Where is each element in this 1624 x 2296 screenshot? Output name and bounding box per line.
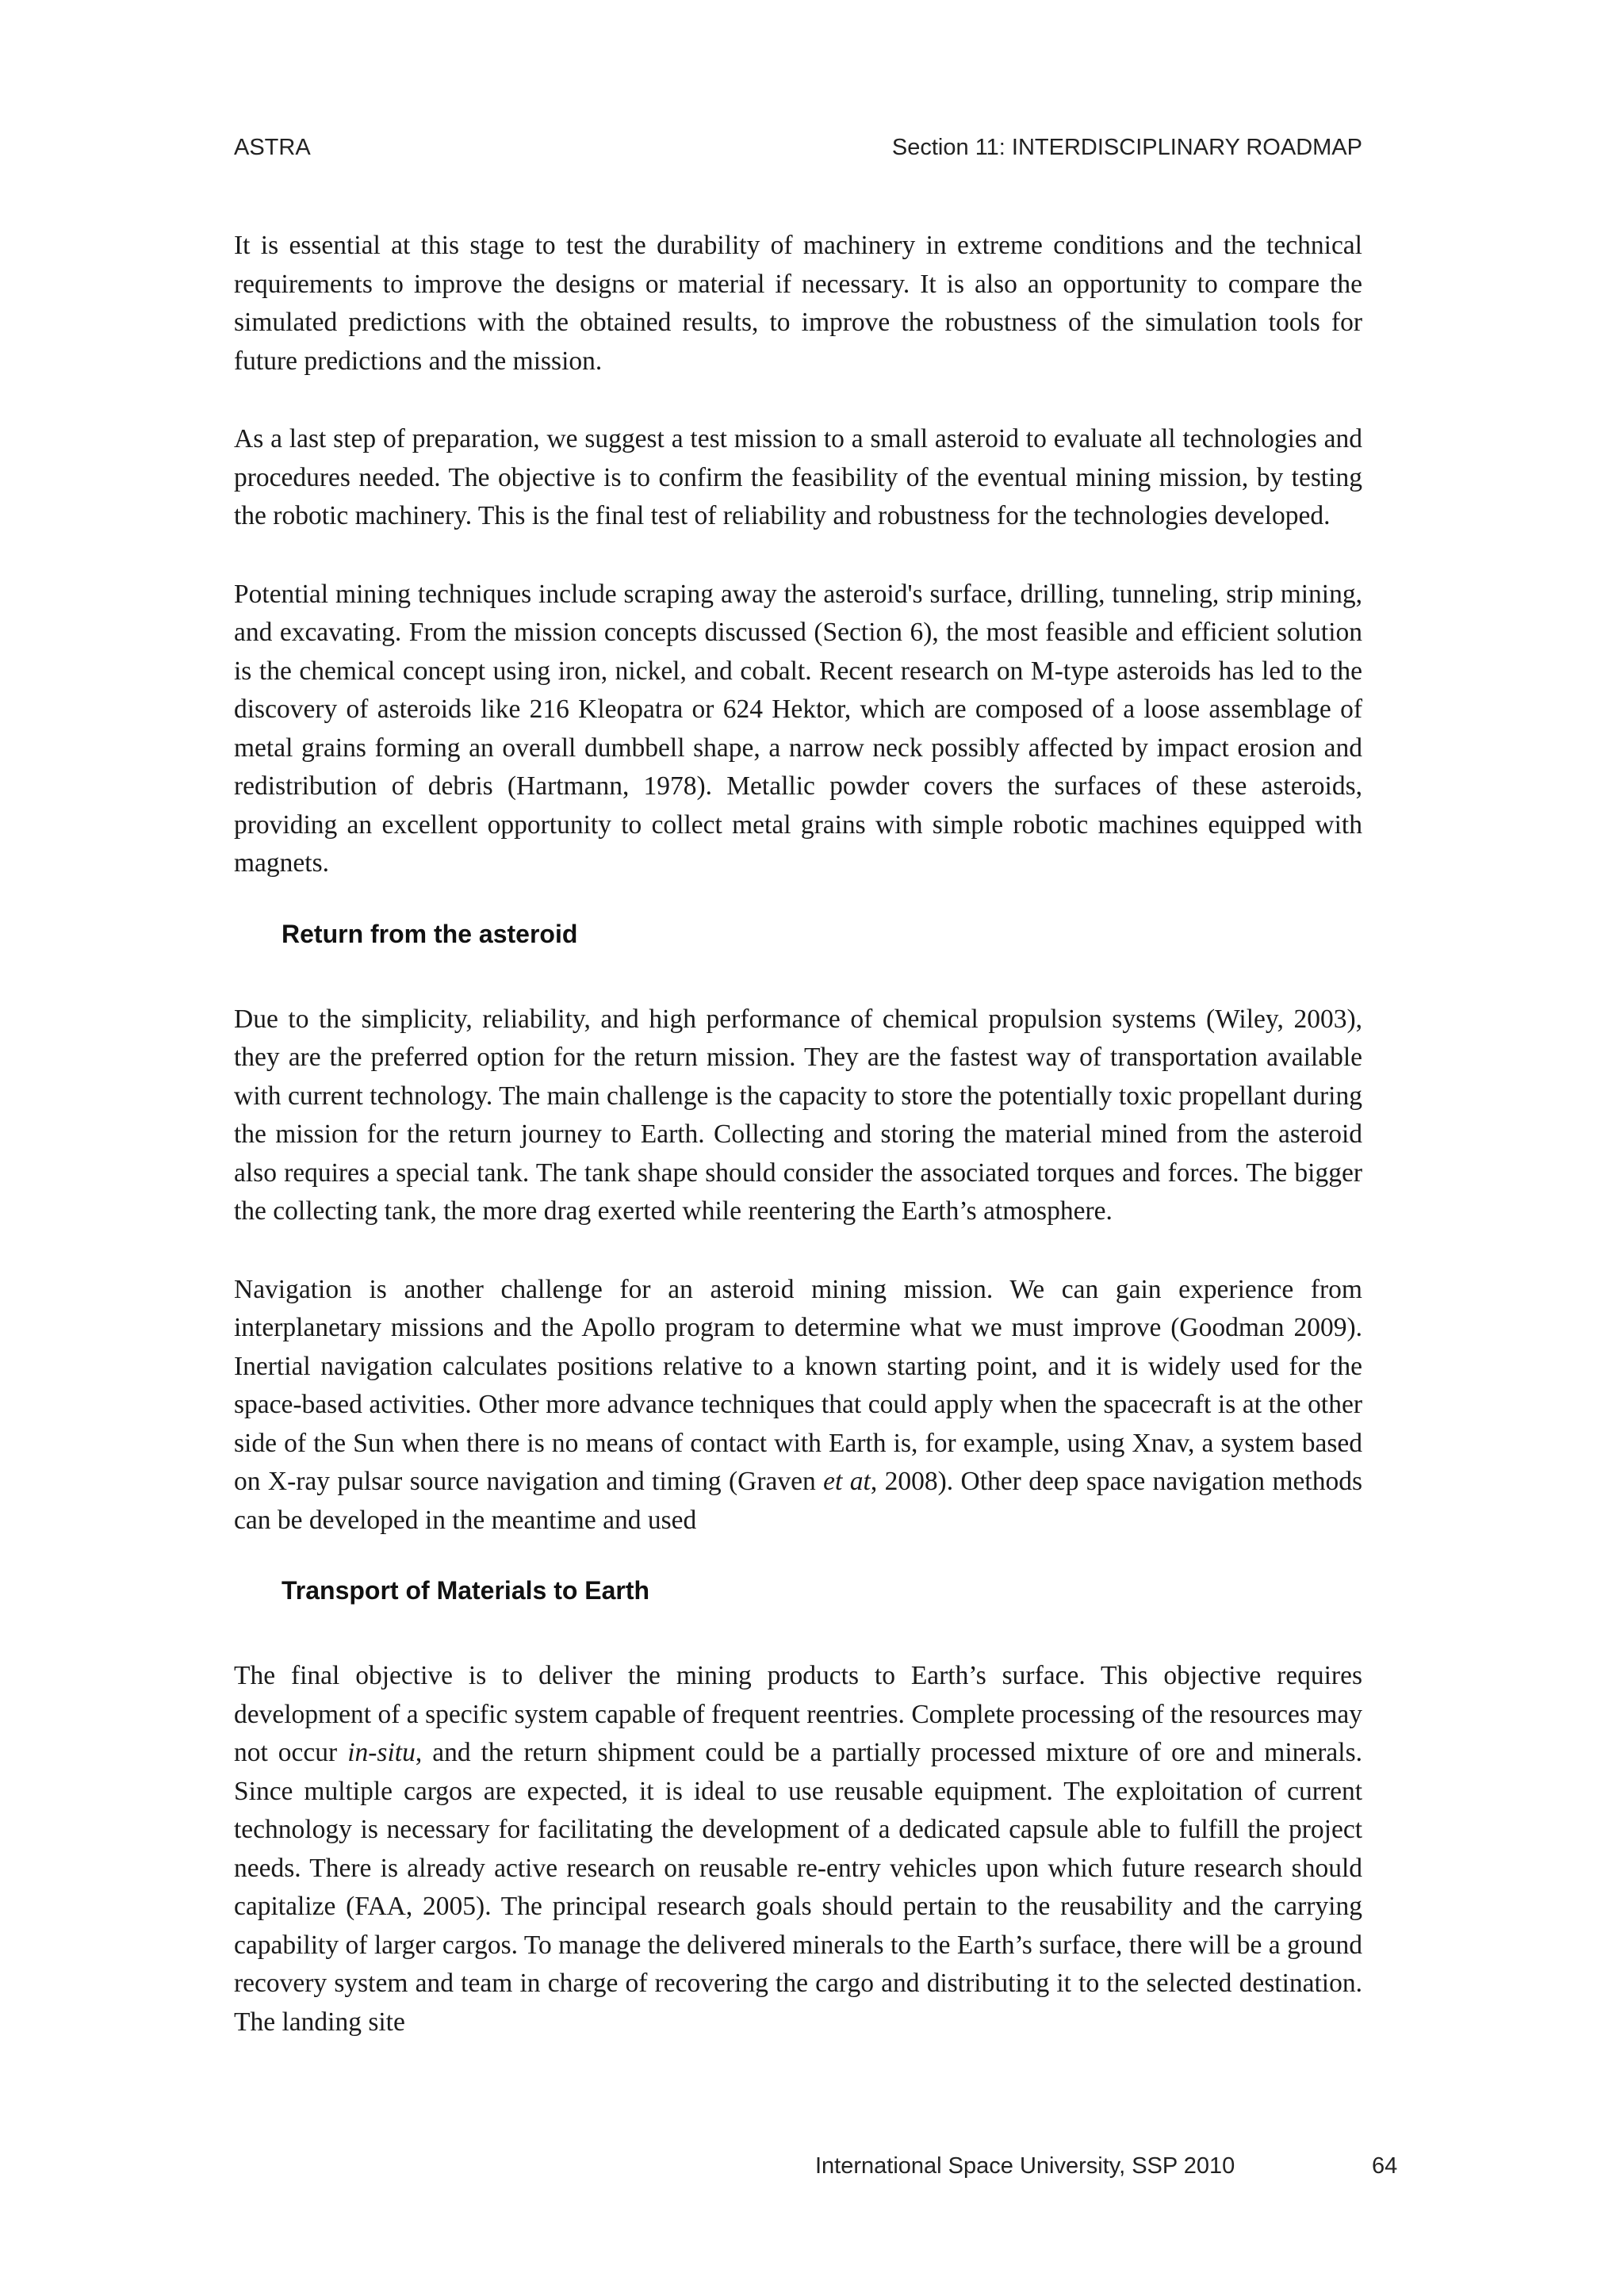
paragraph-mining-techniques: Potential mining techniques include scraping away the asteroid's surface, drilling, tunneling, strip mining, and excavating. From the mission concepts discussed (Section 6), the most feasible and efficient solution is the chemical concept using iron, nickel, and cobalt. Recent research on M-type asteroids has led to the discovery of asteroids like 216 Kleopatra or 624 Hektor, which are composed of a loose assemblage of metal grains forming an overall dumbbell shape, a narrow neck possibly affected by impact erosion and redistribution of debris (Hartmann, 1978). Metallic powder covers the surfaces of these asteroids, providing an excellent opportunity to collect metal grains with simple robotic machines equipped with magnets. <box>234 579 1362 878</box>
paragraph-durability-testing: It is essential at this stage to test the durability of machinery in extreme conditions and the technical requirements to improve the designs or material if necessary. It is also an opportunity to compare the simulated predictions with the obtained results, to improve the robustness of the simulation tools for future predictions and the mission. <box>234 231 1362 376</box>
page-body <box>234 227 1362 2042</box>
paragraph-navigation <box>234 1271 1362 1540</box>
paragraph-navigation-italic: et at <box>823 1467 871 1496</box>
paragraph-delivery <box>234 1657 1362 2042</box>
heading-transport-of-materials: Transport of Materials to Earth <box>282 1576 650 1605</box>
footer-organization: International Space University, SSP 2010 <box>815 2153 1235 2179</box>
page-number: 64 <box>1372 2153 1398 2179</box>
paragraph-delivery-part-a: The final objective is to deliver the mining products to Earth’s surface. This objective requires development of a specific system capable of frequent reentries. Complete processing of the resources may not occur <box>234 1661 1362 1767</box>
paragraph-navigation-part-a: Navigation is another challenge for an asteroid mining mission. We can gain experience from interplanetary missions and the Apollo program to determine what we must improve (Goodman 2009). Inertial navigation calculates positions relative to a known starting point, and it is widely used for the space-based activities. Other more advance techniques that could apply when the spacecraft is at the other side of the Sun when there is no means of contact with Earth is, for example, using Xnav, a system based on X-ray pulsar source navigation and timing (Graven <box>234 1274 1362 1496</box>
header-section: Section 11: INTERDISCIPLINARY ROADMAP <box>891 135 1362 160</box>
running-header <box>234 135 1362 166</box>
paragraph-delivery-italic: in-situ <box>347 1738 416 1767</box>
paragraph-navigation-part-b: , 2008). Other deep space navigation methods can be developed in the meantime and used <box>234 1467 1362 1535</box>
paragraph-test-mission: As a last step of preparation, we suggest a test mission to a small asteroid to evaluate all technologies and procedures needed. The objective is to confirm the feasibility of the eventual mining mission, by testing the robotic machinery. This is the final test of reliability and robustness for the technologies developed. <box>234 424 1362 530</box>
paragraph-chemical-propulsion: Due to the simplicity, reliability, and high performance of chemical propulsion systems (Wiley, 2003), they are the preferred option for the return mission. They are the fastest way of transportation available with current technology. The main challenge is the capacity to store the potentially toxic propellant during the mission for the return journey to Earth. Collecting and storing the material mined from the asteroid also requires a special tank. The tank shape should consider the associated torques and forces. The bigger the collecting tank, the more drag exerted while reentering the Earth’s atmosphere. <box>234 1004 1362 1226</box>
heading-return-from-asteroid: Return from the asteroid <box>282 919 578 948</box>
header-title: ASTRA <box>234 135 311 160</box>
paragraph-delivery-part-b: , and the return shipment could be a partially processed mixture of ore and minerals. Since multiple cargos are expected, it is ideal to use reusable equipment. The exploitation of current technology is necessary for facilitating the development of a dedicated capsule able to fulfill the project needs. There is already active research on reusable re-entry vehicles upon which future research should capitalize (FAA, 2005). The principal research goals should pertain to the reusability and the carrying capability of larger cargos. To manage the delivered minerals to the Earth’s surface, there will be a ground recovery system and team in charge of recovering the cargo and distributing it to the selected destination. The landing site <box>234 1738 1362 2037</box>
